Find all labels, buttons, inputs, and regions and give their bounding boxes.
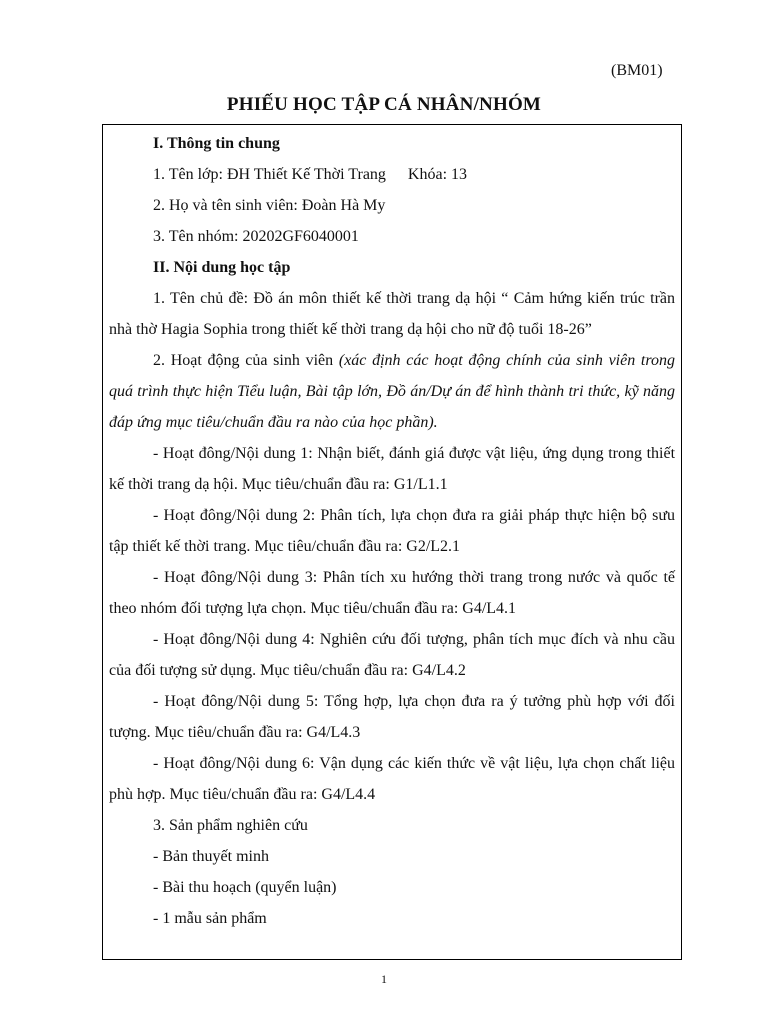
activity-text: Tổng hợp, lựa chọn đưa ra ý tưởng phù hợp với đối tượng. Mục tiêu/chuẩn đầu ra: G4/L4.3 bbox=[109, 693, 675, 741]
product-text: Bản thuyết minh bbox=[162, 848, 269, 865]
product-bullet: - bbox=[153, 879, 163, 896]
group-line: 3. Tên nhóm: 20202GF6040001 bbox=[153, 228, 359, 245]
course-number: Khóa: 13 bbox=[407, 166, 468, 183]
page-title: PHIẾU HỌC TẬP CÁ NHÂN/NHÓM bbox=[226, 94, 542, 115]
page-number: 1 bbox=[381, 972, 387, 986]
activity-item bbox=[109, 624, 675, 686]
products-heading: 3. Sản phẩm nghiên cứu bbox=[153, 817, 308, 834]
activity-label: - Hoạt đông/Nội dung 5: bbox=[153, 693, 319, 710]
product-bullet: - bbox=[153, 910, 163, 927]
class-name: 1. Tên lớp: ĐH Thiết Kế Thời Trang bbox=[153, 166, 386, 183]
activities-intro bbox=[109, 345, 675, 438]
activity-item bbox=[109, 438, 675, 500]
activity-text: Phân tích, lựa chọn đưa ra giải pháp thực hiện bộ sưu tập thiết kế thời trang. Mục tiêu/chuẩn đầu ra: G2/L2.1 bbox=[109, 507, 675, 555]
activity-label: - Hoạt đông/Nội dung 3: bbox=[153, 569, 318, 586]
activities-intro-text: 2. Hoạt động của sinh viên bbox=[153, 352, 334, 369]
product-item bbox=[109, 903, 675, 934]
activity-item bbox=[109, 500, 675, 562]
product-bullet: - bbox=[153, 848, 163, 865]
activity-label: - Hoạt đông/Nội dung 6: bbox=[153, 755, 315, 772]
form-code: (BM01) bbox=[611, 62, 663, 79]
activity-label: - Hoạt đông/Nội dung 4: bbox=[153, 631, 315, 648]
product-item bbox=[109, 872, 675, 903]
product-text: 1 mẫu sản phẩm bbox=[162, 910, 267, 927]
topic-paragraph: 1. Tên chủ đề: Đồ án môn thiết kế thời trang dạ hội “ Cảm hứng kiến trúc trần nhà thờ Hagia Sophia trong thiết kế thời trang dạ hội cho nữ độ tuổi 18-26” bbox=[109, 290, 675, 338]
product-item bbox=[109, 841, 675, 872]
activity-item bbox=[109, 686, 675, 748]
activity-text: Nghiên cứu đối tượng, phân tích mục đích và nhu cầu của đối tượng sử dụng. Mục tiêu/chuẩn đầu ra: G4/L4.2 bbox=[109, 631, 676, 679]
activity-text: Nhận biết, đánh giá được vật liệu, ứng dụng trong thiết kế thời trang dạ hội. Mục tiêu/chuẩn đầu ra: G1/L1.1 bbox=[109, 445, 676, 493]
content-body bbox=[109, 125, 675, 934]
activity-text: Phân tích xu hướng thời trang trong nước và quốc tế theo nhóm đối tượng lựa chọn. Mục tiêu/chuẩn đầu ra: G4/L4.1 bbox=[109, 569, 676, 617]
section-1-heading: I. Thông tin chung bbox=[153, 135, 280, 152]
activities-note: (xác định các hoạt động chính của sinh viên trong quá trình thực hiện Tiểu luận, Bài tập lớn, Đồ án/Dự án để hình thành tri thức, kỹ năng đáp ứng mục tiêu/chuẩn đầu ra nào của học phần). bbox=[109, 352, 676, 431]
section-2-heading: II. Nội dung học tập bbox=[153, 259, 291, 276]
activity-label: - Hoạt đông/Nội dung 2: bbox=[153, 507, 316, 524]
activity-text: Vận dụng các kiến thức về vật liệu, lựa chọn chất liệu phù hợp. Mục tiêu/chuẩn đầu ra: G4/L4.4 bbox=[109, 755, 675, 803]
content-frame bbox=[102, 124, 682, 960]
class-line bbox=[109, 159, 675, 190]
student-line: 2. Họ và tên sinh viên: Đoàn Hà My bbox=[153, 197, 386, 214]
activity-label: - Hoạt đông/Nội dung 1: bbox=[153, 445, 313, 462]
product-text: Bài thu hoạch (quyển luận) bbox=[162, 879, 337, 896]
activity-item bbox=[109, 562, 675, 624]
activity-item bbox=[109, 748, 675, 810]
